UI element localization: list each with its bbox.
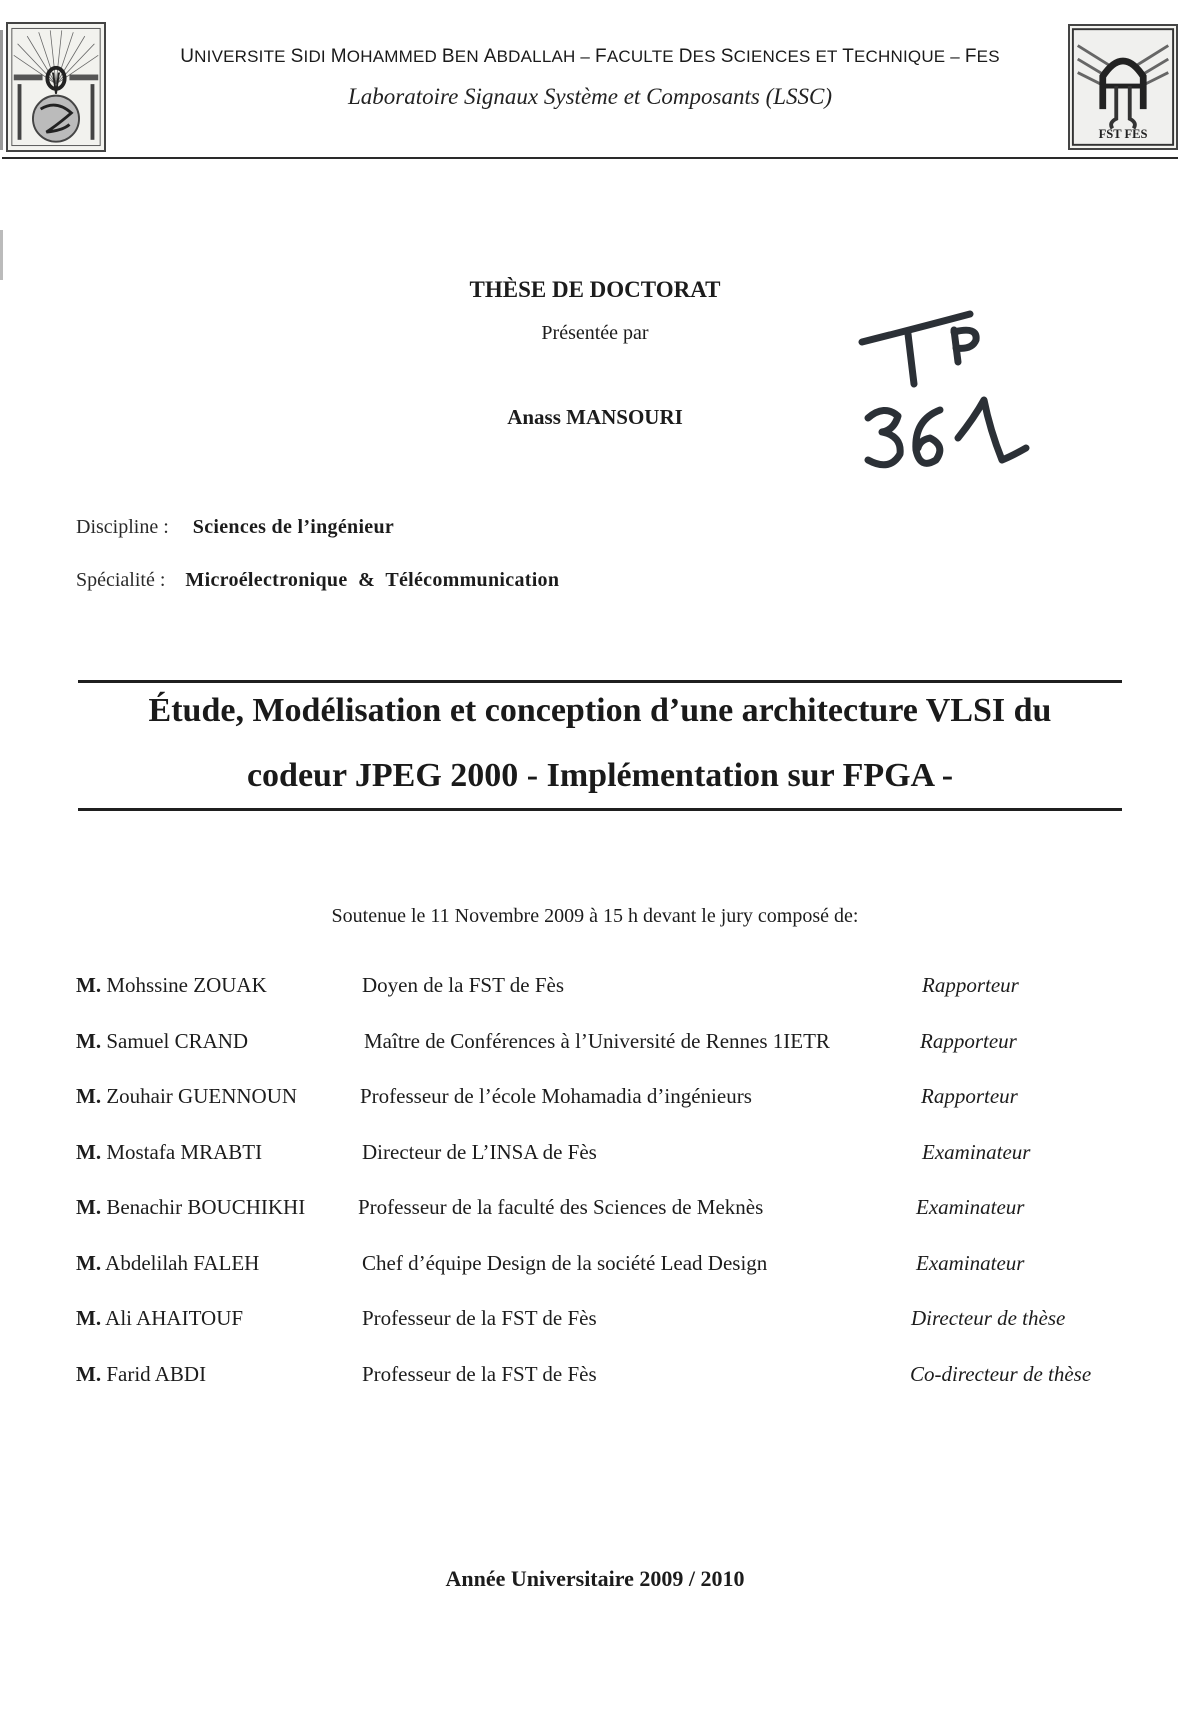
emblem-icon	[8, 24, 104, 150]
handwritten-call-number	[850, 300, 1050, 490]
jury-member-name: M. Mostafa MRABTI	[76, 1140, 263, 1164]
jury-member-name: M. Ali AHAITOUF	[76, 1306, 244, 1330]
jury-member	[76, 1251, 1136, 1281]
specialty-label: Spécialité :	[76, 569, 166, 591]
thesis-title-line-1: Étude, Modélisation et conception d’une architecture VLSI du	[148, 692, 1052, 729]
jury-member-affiliation: Chef d’équipe Design de la société Lead Design	[362, 1251, 768, 1275]
jury-member	[76, 1195, 1136, 1225]
discipline-value: Sciences de l’ingénieur	[192, 516, 395, 538]
jury-member-role: Rapporteur	[920, 1029, 1017, 1053]
jury-member-role: Rapporteur	[921, 1084, 1018, 1108]
jury-member-name: M. Benachir BOUCHIKHI	[76, 1195, 306, 1219]
jury-member-name: M. Mohssine ZOUAK	[76, 973, 267, 997]
header-divider	[2, 157, 1178, 159]
jury-member	[76, 973, 1136, 1003]
scan-edge-mark	[0, 230, 3, 280]
jury-member-role: Examinateur	[916, 1195, 1025, 1219]
jury-member-affiliation: Doyen de la FST de Fès	[362, 973, 565, 997]
jury-member-role: Rapporteur	[922, 973, 1019, 997]
discipline-label: Discipline :	[76, 516, 169, 538]
jury-member-affiliation: Professeur de la FST de Fès	[362, 1362, 597, 1386]
presented-by-label: Présentée par	[541, 322, 649, 344]
university-name-text: UNIVERSITE SIDI MOHAMMED BEN ABDALLAH – FACULTE DES SCIENCES ET TECHNIQUE – FES	[180, 46, 1000, 67]
jury-member-name: M. Zouhair GUENNOUN	[76, 1084, 298, 1108]
jury-member-affiliation: Directeur de L’INSA de Fès	[362, 1140, 597, 1164]
jury-member-affiliation: Professeur de la faculté des Sciences de Meknès	[358, 1195, 764, 1219]
jury-member	[76, 1306, 1136, 1336]
jury-member-role: Examinateur	[922, 1140, 1031, 1164]
jury-member	[76, 1362, 1136, 1392]
svg-text:FST FES: FST FES	[1098, 127, 1148, 142]
jury-member-affiliation: Professeur de l’école Mohamadia d’ingénieurs	[360, 1084, 752, 1108]
jury-member-name: M. Farid ABDI	[76, 1362, 207, 1386]
jury-member-name: M. Samuel CRAND	[76, 1029, 249, 1053]
scan-edge-mark	[0, 30, 3, 150]
author-name: Anass MANSOURI	[507, 405, 683, 429]
jury-member	[76, 1140, 1136, 1170]
academic-year: Année Universitaire 2009 / 2010	[445, 1566, 745, 1591]
title-top-rule	[78, 680, 1122, 683]
title-bottom-rule	[78, 808, 1122, 811]
jury-member-role: Co-directeur de thèse	[910, 1362, 1092, 1386]
thesis-title-line-2: codeur JPEG 2000 - Implémentation sur FPGA -	[246, 757, 954, 794]
discipline-row	[76, 516, 394, 539]
jury-member	[76, 1029, 1136, 1059]
thesis-type: THÈSE DE DOCTORAT	[469, 277, 721, 302]
university-emblem-logo	[6, 22, 106, 152]
jury-member-affiliation: Professeur de la FST de Fès	[362, 1306, 597, 1330]
laboratory-name: Laboratoire Signaux Système et Composants (LSSC)	[347, 84, 833, 109]
specialty-row	[76, 569, 559, 592]
defense-statement: Soutenue le 11 Novembre 2009 à 15 h devant le jury composé de:	[331, 905, 859, 927]
jury-member-affiliation: Maître de Conférences à l’Université de Rennes 1IETR	[364, 1029, 830, 1053]
jury-member	[76, 1084, 1136, 1114]
jury-member-name: M. Abdelilah FALEH	[76, 1251, 260, 1275]
university-name	[120, 46, 1060, 68]
fst-fes-logo	[1068, 24, 1178, 150]
fst-arch-icon	[1070, 26, 1176, 148]
jury-member-role: Directeur de thèse	[911, 1306, 1066, 1330]
specialty-value: Microélectronique & Télécommunication	[185, 569, 560, 591]
jury-member-role: Examinateur	[916, 1251, 1025, 1275]
